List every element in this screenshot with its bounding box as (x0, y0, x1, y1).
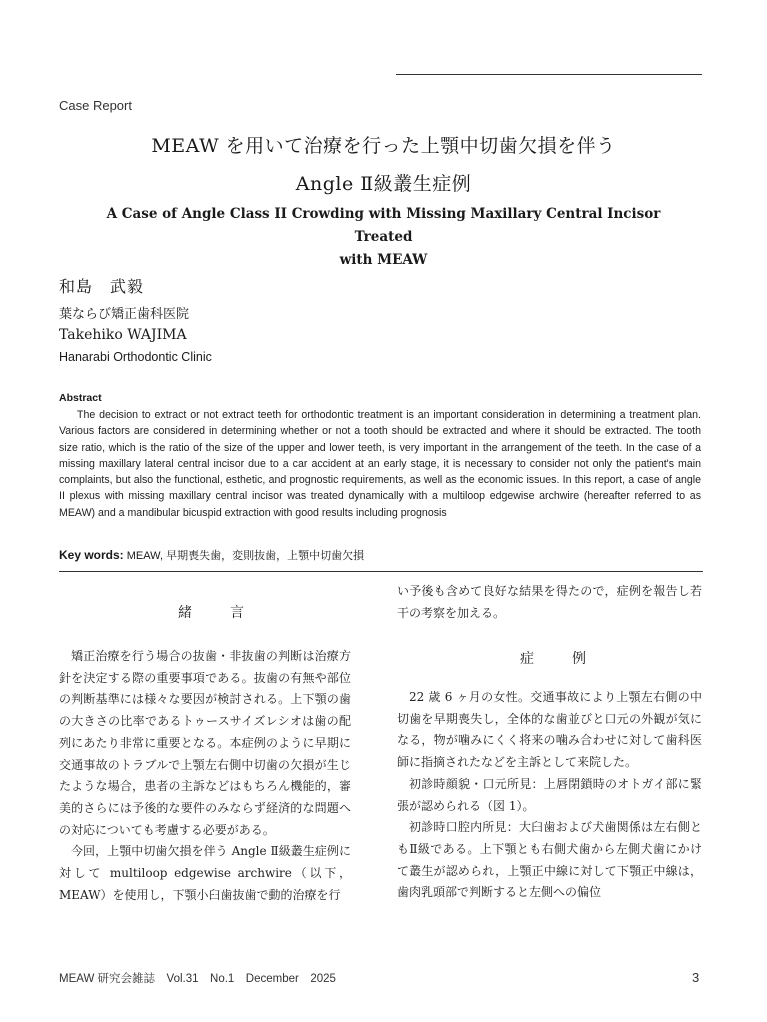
intro-paragraph-1: 矯正治療を行う場合の抜歯・非抜歯の判断は治療方針を決定する際の重要事項である。抜歯の有無や部位の判断基準には様々な要因が検討される。上下顎の歯の大きさの比率であるトゥースサイズレシオは歯の配列にあたり非常に重要となる。本症例のように早期に交通事故のトラブルで上顎左右側中切歯の欠損が生じたような場合，患者の主訴などはもちろん機能的，審美的さらには予後的な要件のみならず経済的な問題への対応についても考慮する必要がある。 (59, 649, 351, 837)
header-rule (396, 74, 702, 75)
abstract-heading: Abstract (59, 392, 102, 404)
case-paragraph-1: 22 歳 6 ヶ月の女性。交通事故により上顎左右側の中切歯を早期喪失し，全体的な歯並びと口元の外観が気になる，物が噛みにくく将来の噛み合わせに対して歯科医師に指摘されたなどを主訴として来院した。 (397, 690, 702, 770)
title-english (90, 203, 677, 272)
page-number: 3 (692, 970, 700, 985)
abstract-body: The decision to extract or not extract teeth for orthodontic treatment is an important consideration in determining a treatment plan. Various factors are considered in determining whether or not a tooth should be extracted and where it should be extracted. The tooth size ratio, which is the ratio of the size of the upper and lower teeth, is very important in the arrangement of the teeth. In the case of a missing maxillary lateral central incisor due to a car accident at an early stage, it is necessary to consider not only the patient's main complaints, but also the functional, esthetic, and prognostic requirements, as well as the economic issues. In this report, a case of angle II plexus with missing maxillary central incisor was treated dynamically with a multiloop edgewise archwire (hereafter referred to as MEAW) and a mandibular bicuspid extraction with good results including prognosis (59, 409, 701, 519)
intro-paragraph-2: 今回，上顎中切歯欠損を伴う Angle Ⅱ級叢生症例に対して multiloop edgewise archwire（以下，MEAW）を使用し，下顎小臼歯抜歯で動的治療を行 (59, 844, 351, 902)
keywords (59, 547, 364, 563)
title-english-line1: A Case of Angle Class II Crowding with Missing Maxillary Central Incisor Treated (106, 206, 661, 245)
section-divider (59, 571, 703, 572)
title-japanese-line2: Angle Ⅱ級叢生症例 (295, 173, 472, 195)
case-paragraph-2: 初診時顔貌・口元所見：上唇閉鎖時のオトガイ部に緊張が認められる（図 1）。 (397, 776, 702, 813)
keywords-value: MEAW, 早期喪失歯，変則抜歯，上顎中切歯欠損 (126, 550, 365, 562)
intro-paragraph-continuation: い予後も含めて良好な結果を得たので，症例を報告し若干の考察を加える。 (397, 584, 702, 620)
article-type-label: Case Report (59, 98, 132, 113)
affiliation-japanese: 葉ならび矯正歯科医院 (59, 307, 190, 322)
left-column (59, 646, 351, 906)
affiliation-english: Hanarabi Orthodontic Clinic (59, 350, 212, 364)
keywords-label: Key words: (59, 548, 124, 562)
title-english-line2: with MEAW (339, 252, 428, 268)
title-japanese-line1: MEAW を用いて治療を行った上顎中切歯欠損を伴う (151, 135, 616, 157)
section-heading-introduction: 緒 言 (178, 605, 256, 621)
right-column-continuation (397, 581, 702, 624)
section-heading-case: 症 例 (520, 651, 598, 667)
case-paragraph-3: 初診時口腔内所見：大臼歯および犬歯関係は左右側ともⅡ級である。上下顎とも右側犬歯から左側犬歯にかけて叢生が認められ，上顎正中線に対して下顎正中線は，歯肉乳頭部で判断すると左側への偏位 (397, 820, 702, 900)
journal-footer: MEAW 研究会雑誌 Vol.31 No.1 December 2025 (59, 973, 336, 985)
author-name-japanese: 和島 武毅 (59, 277, 145, 296)
right-column-case (397, 687, 702, 904)
author-name-english: Takehiko WAJIMA (59, 327, 187, 343)
